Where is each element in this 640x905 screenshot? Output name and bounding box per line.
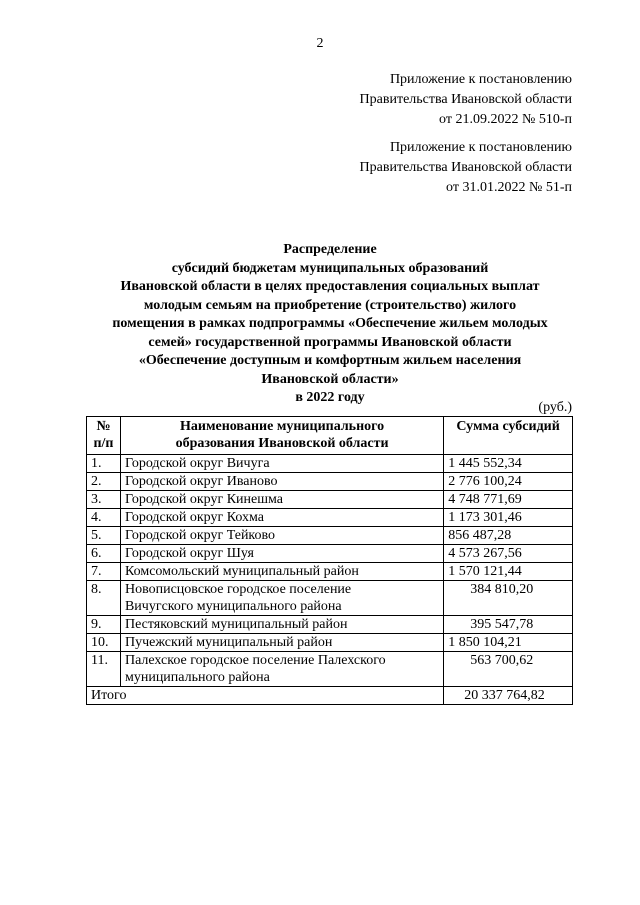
currency-note: (руб.) [538, 400, 572, 415]
title-line: Ивановской области» [261, 371, 399, 387]
row-number: 9. [87, 616, 121, 634]
row-municipality: Городской округ Кинешма [120, 491, 443, 509]
total-label: Итого [87, 687, 444, 705]
row-sum: 1 445 552,34 [444, 455, 573, 473]
row-sum: 1 173 301,46 [444, 509, 573, 527]
annex-reference-current [360, 70, 572, 130]
row-number: 11. [87, 652, 121, 687]
title-line: «Обеспечение доступным и комфортным жильем населения [138, 353, 522, 368]
row-sum: 1 570 121,44 [444, 563, 573, 581]
table-row [87, 545, 573, 563]
table-total-row [87, 687, 573, 705]
row-number: 6. [87, 545, 121, 563]
table-row [87, 581, 573, 616]
row-sum: 4 748 771,69 [444, 491, 573, 509]
row-municipality: Городской округ Шуя [120, 545, 443, 563]
row-sum: 1 850 104,21 [444, 634, 573, 652]
title-line: Ивановской области в целях предоставления социальных выплат [120, 279, 540, 294]
row-municipality: Городской округ Вичуга [120, 455, 443, 473]
row-sum: 384 810,20 [444, 581, 573, 616]
title-line: в 2022 году [295, 390, 365, 405]
row-municipality: Комсомольский муниципальный район [120, 563, 443, 581]
table-row [87, 652, 573, 687]
table-row [87, 563, 573, 581]
table-row [87, 634, 573, 652]
row-municipality: Новописцовское городское поселение Вичугского муниципального района [120, 581, 443, 616]
annex-line-1: Приложение к постановлению [389, 140, 572, 155]
table-row [87, 527, 573, 545]
annex-line-2: Правительства Ивановской области [359, 92, 572, 107]
page-number: 2 [316, 36, 324, 51]
annex-line-2: Правительства Ивановской области [359, 160, 572, 175]
annex-reference-original [360, 138, 572, 198]
header-number: № п/п [87, 417, 121, 455]
subsidy-distribution-table [86, 416, 573, 705]
row-sum: 4 573 267,56 [444, 545, 573, 563]
row-municipality: Пестяковский муниципальный район [120, 616, 443, 634]
title-line: субсидий бюджетам муниципальных образований [171, 260, 489, 276]
header-sum: Сумма субсидий [444, 417, 573, 455]
title-line: помещения в рамках подпрограммы «Обеспечение жильем молодых [112, 316, 548, 331]
row-number: 7. [87, 563, 121, 581]
title-line: молодым семьям на приобретение (строительство) жилого [143, 297, 517, 313]
row-sum: 563 700,62 [444, 652, 573, 687]
row-municipality: Пучежский муниципальный район [120, 634, 443, 652]
table-row [87, 509, 573, 527]
title-line: семей» государственной программы Ивановской области [148, 334, 512, 350]
row-sum: 395 547,78 [444, 616, 573, 634]
row-number: 4. [87, 509, 121, 527]
document-title [70, 241, 590, 408]
row-sum: 856 487,28 [444, 527, 573, 545]
annex-line-3: от 31.01.2022 № 51-п [446, 180, 572, 195]
annex-line-3: от 21.09.2022 № 510-п [439, 112, 572, 127]
row-number: 3. [87, 491, 121, 509]
row-number: 5. [87, 527, 121, 545]
row-number: 1. [87, 455, 121, 473]
title-line: Распределение [283, 242, 377, 257]
annex-line-1: Приложение к постановлению [389, 72, 572, 87]
row-number: 2. [87, 473, 121, 491]
table-header-row [87, 417, 573, 455]
table-row [87, 455, 573, 473]
row-number: 10. [87, 634, 121, 652]
row-number: 8. [87, 581, 121, 616]
header-municipality: Наименование муниципального образования Ивановской области [120, 417, 443, 455]
table-row [87, 491, 573, 509]
row-municipality: Палехское городское поселение Палехского муниципального района [120, 652, 443, 687]
row-municipality: Городской округ Иваново [120, 473, 443, 491]
row-municipality: Городской округ Тейково [120, 527, 443, 545]
table-row [87, 473, 573, 491]
row-sum: 2 776 100,24 [444, 473, 573, 491]
total-sum: 20 337 764,82 [444, 687, 573, 705]
table-row [87, 616, 573, 634]
row-municipality: Городской округ Кохма [120, 509, 443, 527]
